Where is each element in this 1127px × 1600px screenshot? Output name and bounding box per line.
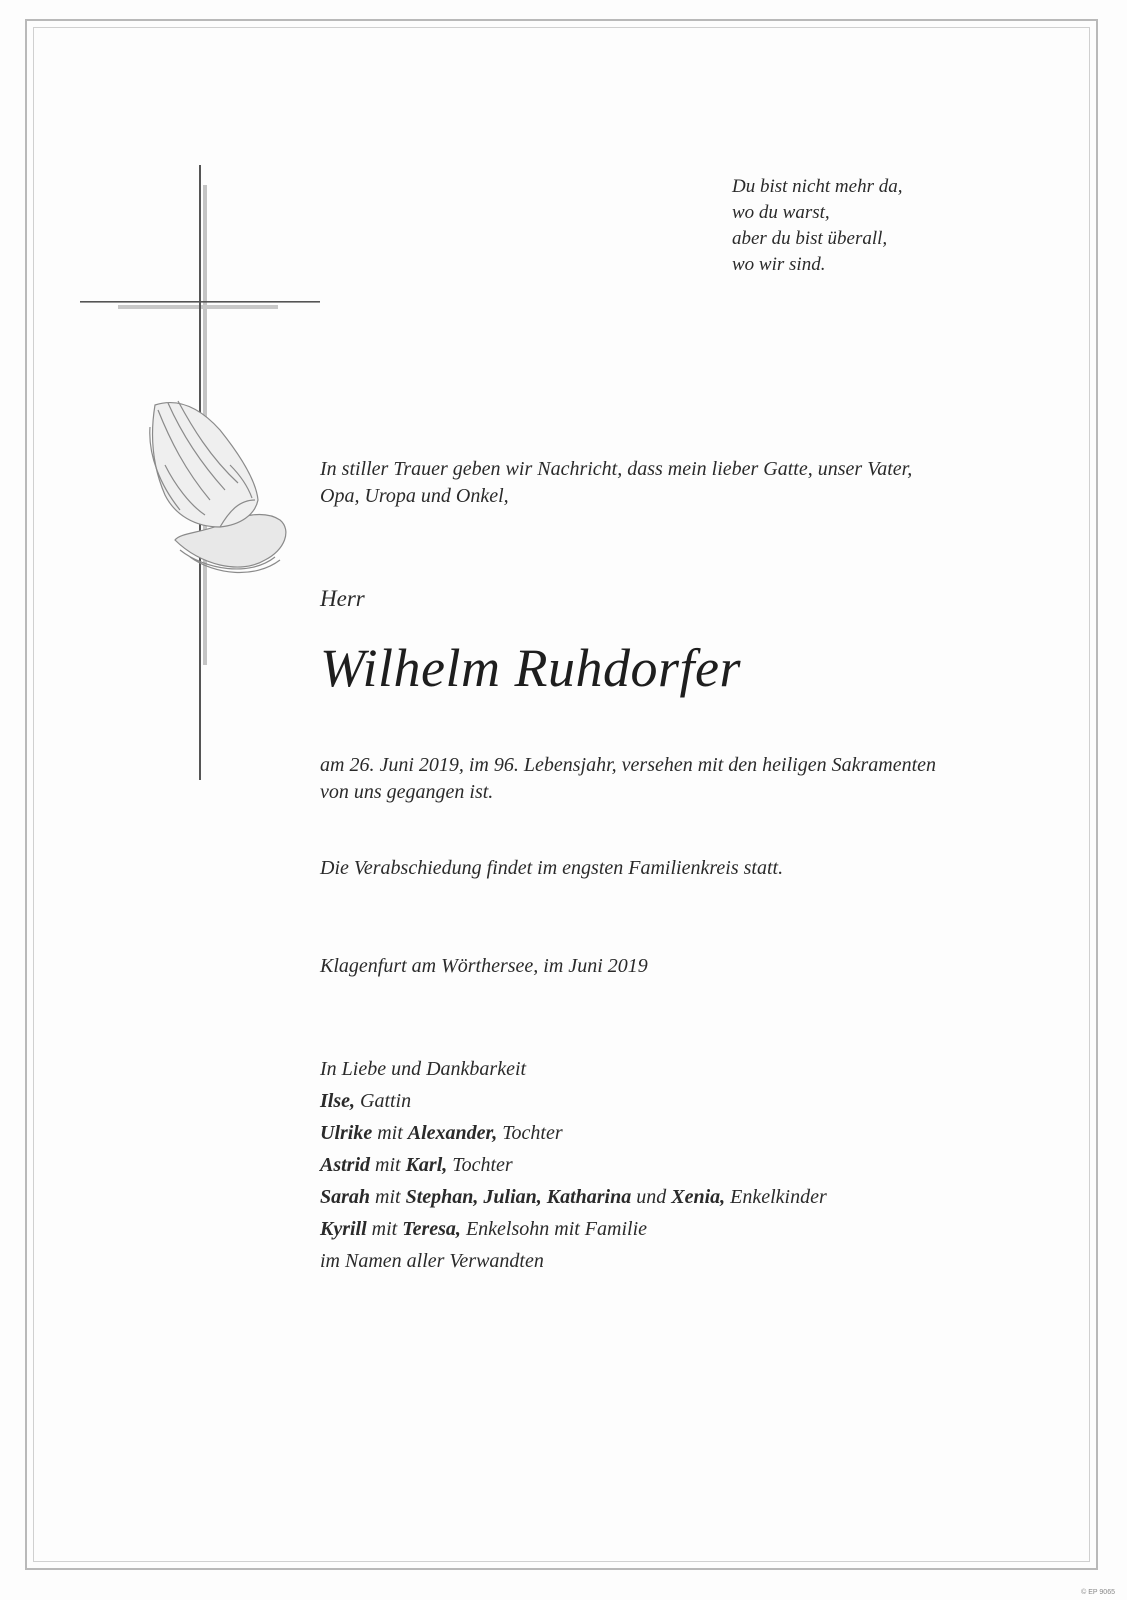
mourners-list [320, 1053, 1010, 1277]
deceased-name: Wilhelm Ruhdorfer [320, 638, 741, 698]
mourner-relation: Tochter [447, 1154, 513, 1176]
mourner-connector: mit [366, 1218, 403, 1240]
death-line-1: am 26. Juni 2019, im 96. Lebensjahr, versehen mit den heiligen Sakramenten [320, 754, 937, 776]
mourner-name: Sarah [320, 1186, 371, 1208]
salutation: Herr [320, 586, 365, 611]
mourner-name: Xenia, [671, 1186, 726, 1208]
mourner-name: Karl, [405, 1154, 448, 1176]
mourner-connector: mit [370, 1186, 406, 1208]
mourner-row [320, 1117, 1010, 1149]
mourner-name: Ulrike [320, 1122, 373, 1144]
mourner-row [320, 1213, 1010, 1245]
praying-hands-icon [150, 401, 286, 572]
mourner-row [320, 1149, 1010, 1181]
mourner-relation: Gattin [355, 1090, 412, 1112]
poem-line: aber du bist überall, [732, 228, 888, 249]
mourner-name: Teresa, [402, 1218, 461, 1240]
place-date: Klagenfurt am Wörthersee, im Juni 2019 [320, 955, 648, 977]
mourner-name: Alexander, [407, 1122, 498, 1144]
mourner-row [320, 1085, 1010, 1117]
intro-line-2: Opa, Uropa und Onkel, [320, 485, 509, 507]
intro-text [320, 456, 1010, 510]
mourner-row [320, 1181, 1010, 1213]
death-notice [320, 752, 1010, 806]
mourner-connector: mit [370, 1154, 406, 1176]
farewell-notice: Die Verabschiedung findet im engsten Familienkreis statt. [320, 857, 784, 879]
poem-line: wo wir sind. [732, 254, 826, 275]
mourner-relation: Enkelkinder [725, 1186, 827, 1208]
mourner-connector: und [631, 1186, 672, 1208]
mourner-name: Astrid [320, 1154, 371, 1176]
mourner-connector: mit [372, 1122, 408, 1144]
intro-line-1: In stiller Trauer geben wir Nachricht, dass mein lieber Gatte, unser Vater, [320, 458, 913, 480]
mourner-name: Ilse, [320, 1090, 355, 1112]
death-line-2: von uns gegangen ist. [320, 781, 494, 803]
mourners-closing: im Namen aller Verwandten [320, 1250, 544, 1272]
emblem [80, 165, 340, 805]
poem [732, 174, 902, 278]
copyright-note: © EP 9065 [1081, 1589, 1115, 1596]
mourner-name: Stephan, Julian, Katharina [405, 1186, 632, 1208]
mourner-name: Kyrill [320, 1218, 367, 1240]
mourner-relation: Tochter [497, 1122, 563, 1144]
mourner-relation: Enkelsohn mit Familie [460, 1218, 648, 1240]
poem-line: Du bist nicht mehr da, [732, 176, 903, 197]
poem-line: wo du warst, [732, 202, 830, 223]
mourners-heading: In Liebe und Dankbarkeit [320, 1058, 527, 1080]
